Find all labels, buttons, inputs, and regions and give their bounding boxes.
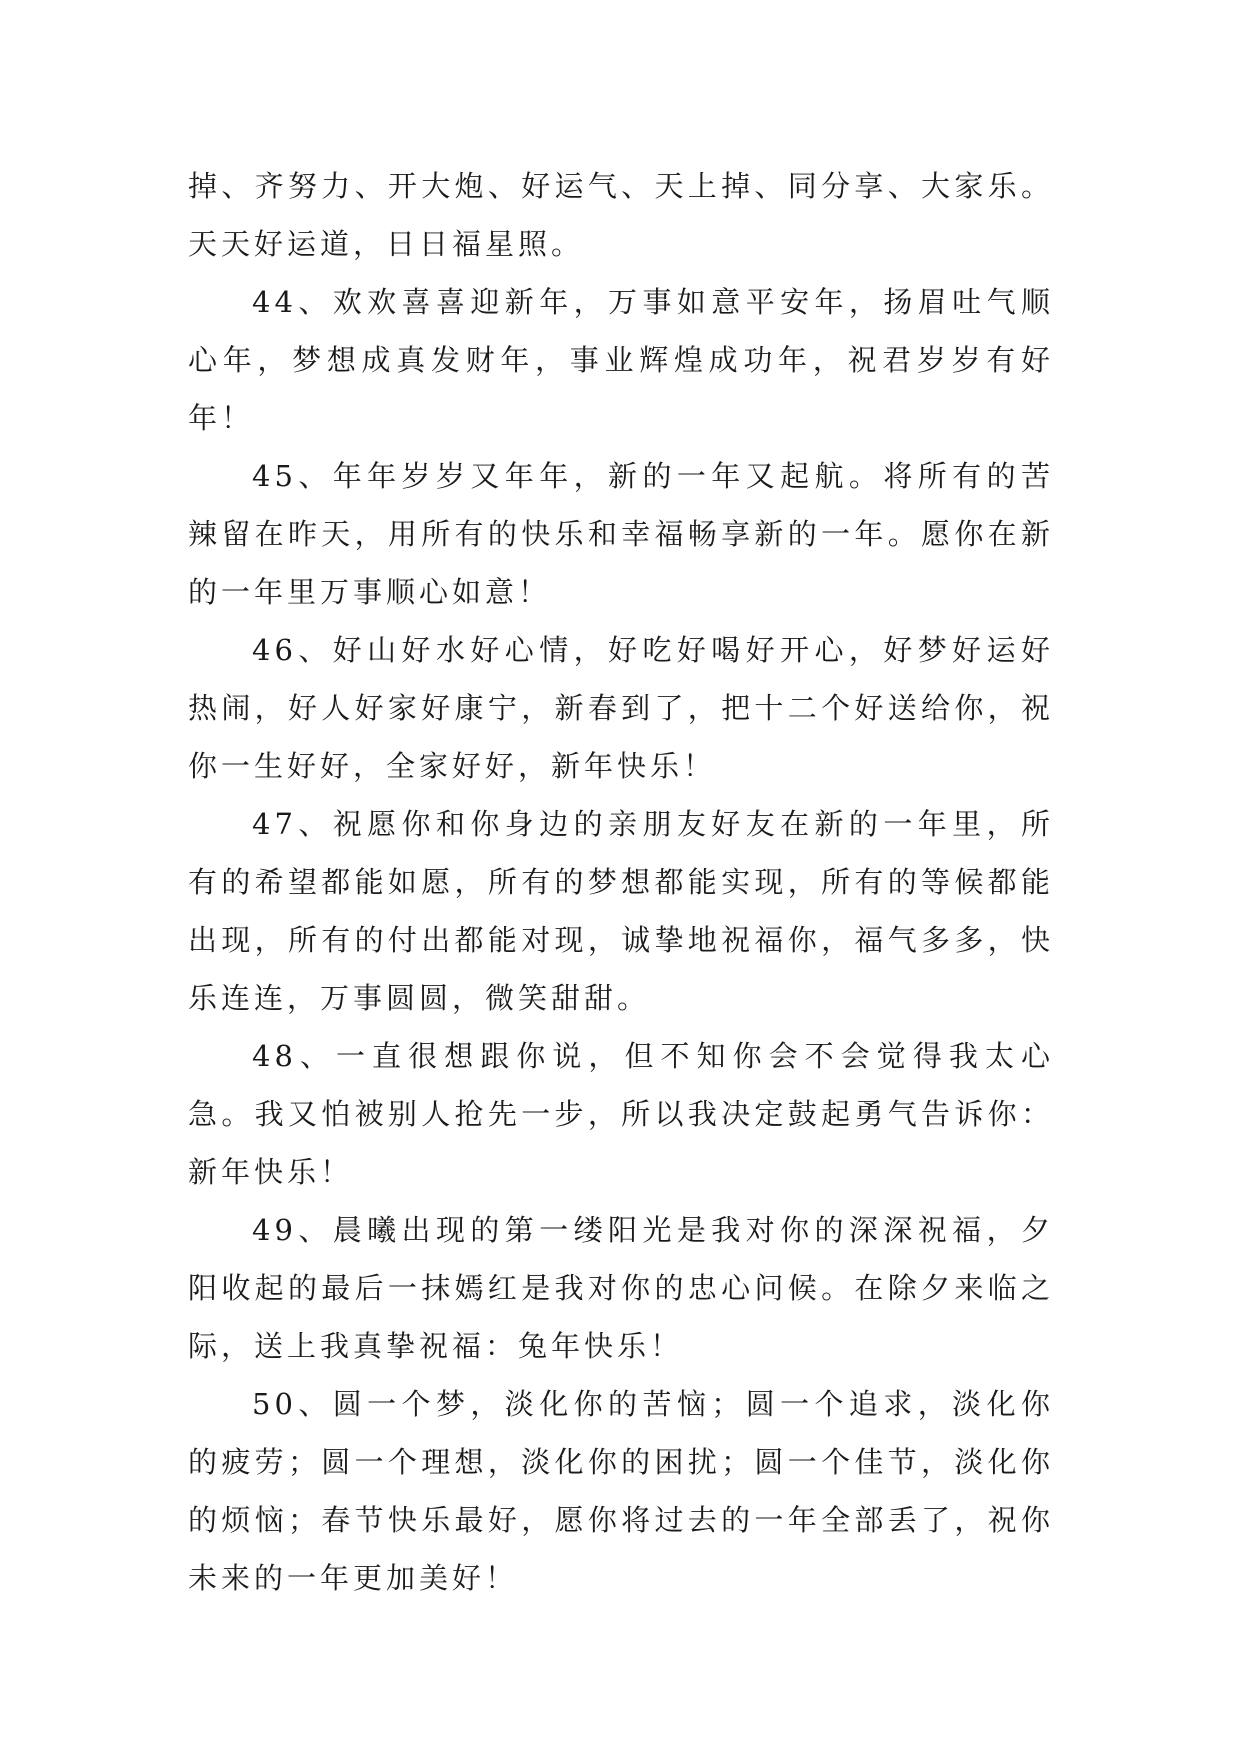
paragraph-48: 48、一直很想跟你说，但不知你会不会觉得我太心急。我又怕被别人抢先一步，所以我决定鼓起勇气告诉你：新年快乐！ xyxy=(188,1039,1054,1189)
paragraph-50: 50、圆一个梦，淡化你的苦恼；圆一个追求，淡化你的疲劳；圆一个理想，淡化你的困扰；圆一个佳节，淡化你的烦恼；春节快乐最好，愿你将过去的一年全部丢了，祝你未来的一年更加美好！ xyxy=(188,1387,1054,1595)
paragraph-44: 44、欢欢喜喜迎新年，万事如意平安年，扬眉吐气顺心年，梦想成真发财年，事业辉煌成功年，祝君岁岁有好年！ xyxy=(188,285,1054,435)
paragraph-45: 45、年年岁岁又年年，新的一年又起航。将所有的苦辣留在昨天，用所有的快乐和幸福畅享新的一年。愿你在新的一年里万事顺心如意！ xyxy=(188,459,1054,609)
document-body xyxy=(188,157,1054,1607)
paragraph-continuation: 掉、齐努力、开大炮、好运气、天上掉、同分享、大家乐。天天好运道，日日福星照。 xyxy=(188,169,1054,261)
paragraph-49: 49、晨曦出现的第一缕阳光是我对你的深深祝福，夕阳收起的最后一抹嫣红是我对你的忠心问候。在除夕来临之际，送上我真挚祝福：兔年快乐！ xyxy=(188,1213,1054,1363)
paragraph-47: 47、祝愿你和你身边的亲朋友好友在新的一年里，所有的希望都能如愿，所有的梦想都能实现，所有的等候都能出现，所有的付出都能对现，诚挚地祝福你，福气多多，快乐连连，万事圆圆，微笑甜甜。 xyxy=(188,807,1054,1015)
paragraph-46: 46、好山好水好心情，好吃好喝好开心，好梦好运好热闹，好人好家好康宁，新春到了，把十二个好送给你，祝你一生好好，全家好好，新年快乐！ xyxy=(188,633,1054,783)
